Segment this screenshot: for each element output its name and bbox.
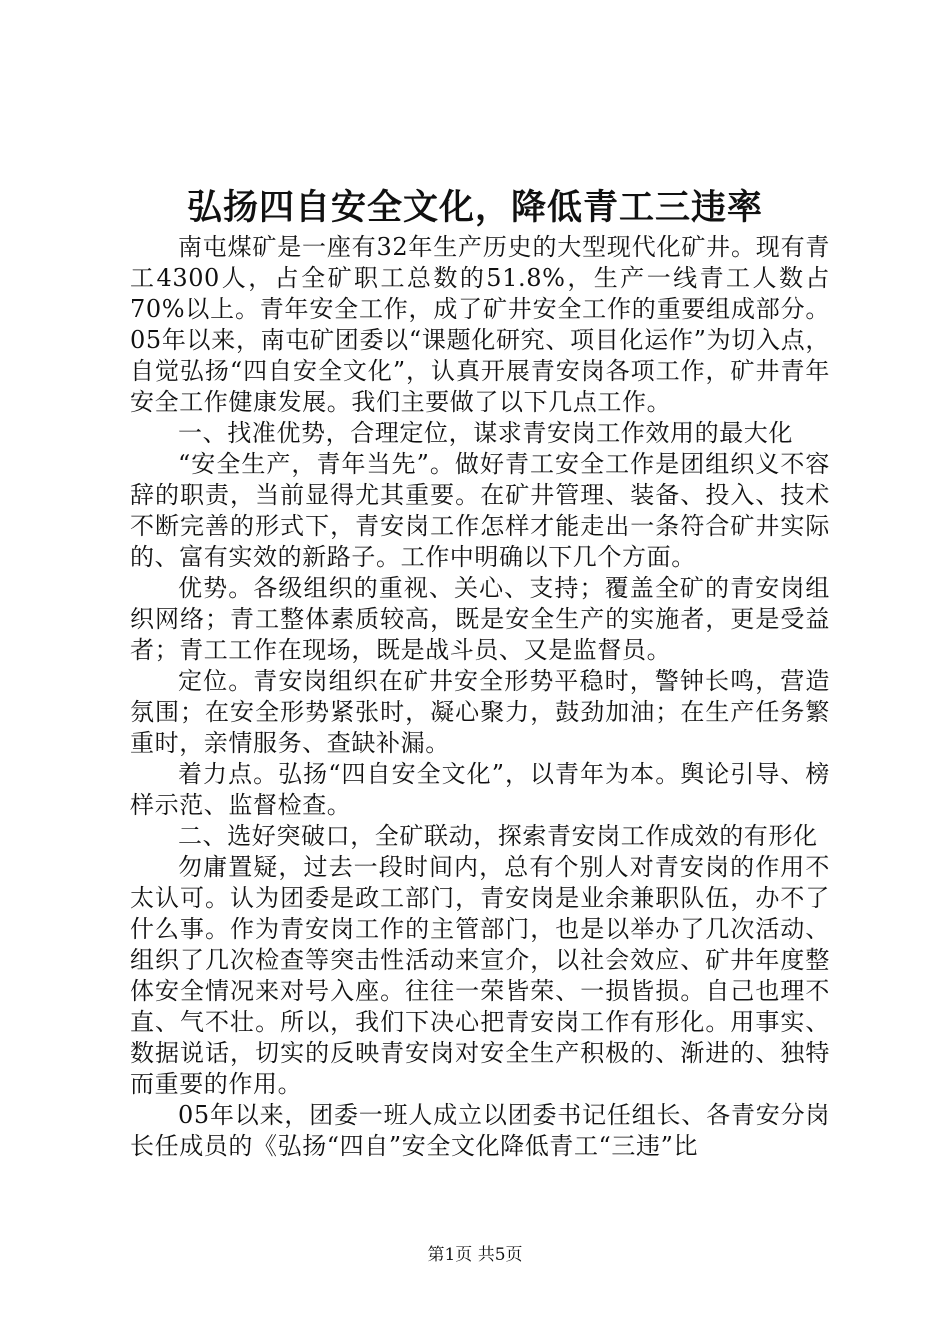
paragraph-safety-first: “安全生产，青年当先”。做好青工安全工作是团组织义不容辞的职责，当前显得尤其重要。在矿井管理、装备、投入、技术不断完善的形式下，青安岗工作怎样才能走出一条符合矿井实际的、富有实效的新路子。工作中明确以下几个方面。: [130, 450, 830, 571]
paragraph-advantages: 优势。各级组织的重视、关心、支持；覆盖全矿的青安岗组织网络；青工整体素质较高，既是安全生产的实施者，更是受益者；青工工作在现场，既是战斗员、又是监督员。: [130, 574, 830, 664]
paragraph-focus: 着力点。弘扬“四自安全文化”，以青年为本。舆论引导、榜样示范、监督检查。: [130, 760, 830, 819]
paragraph-intro: 南屯煤矿是一座有32年生产历史的大型现代化矿井。现有青工4300人，占全矿职工总数的51.8%，生产一线青工人数占70%以上。青年安全工作，成了矿井安全工作的重要组成部分。05年以来，南屯矿团委以“课题化研究、项目化运作”为切入点，自觉弘扬“四自安全文化”，认真开展青安岗各项工作，矿井青年安全工作健康发展。我们主要做了以下几点工作。: [130, 233, 830, 416]
document-title: 弘扬四自安全文化，降低青工三违率: [186, 188, 763, 228]
section-heading-1: 一、找准优势，合理定位，谋求青安岗工作效用的最大化: [178, 419, 793, 447]
paragraph-since-05: 05年以来，团委一班人成立以团委书记任组长、各青安分岗长任成员的《弘扬“四自”安全文化降低青工“三违”比: [130, 1101, 830, 1160]
paragraph-positioning: 定位。青安岗组织在矿井安全形势平稳时，警钟长鸣，营造氛围；在安全形势紧张时，凝心聚力，鼓劲加油；在生产任务繁重时，亲情服务、查缺补漏。: [130, 667, 830, 757]
paragraph-doubts: 勿庸置疑，过去一段时间内，总有个别人对青安岗的作用不太认可。认为团委是政工部门，青安岗是业余兼职队伍，办不了什么事。作为青安岗工作的主管部门，也是以举办了几次活动、组织了几次检查等突击性活动来宣介，以社会效应、矿井年度整体安全情况来对号入座。往往一荣皆荣、一损皆损。自己也理不直、气不壮。所以，我们下决心把青安岗工作有形化。用事实、数据说话，切实的反映青安岗对安全生产积极的、渐进的、独特而重要的作用。: [130, 853, 830, 1098]
page-footer: 第1页 共5页: [427, 1245, 523, 1265]
document-body: [130, 232, 830, 1162]
section-heading-2: 二、选好突破口，全矿联动，探索青安岗工作成效的有形化: [178, 822, 818, 850]
